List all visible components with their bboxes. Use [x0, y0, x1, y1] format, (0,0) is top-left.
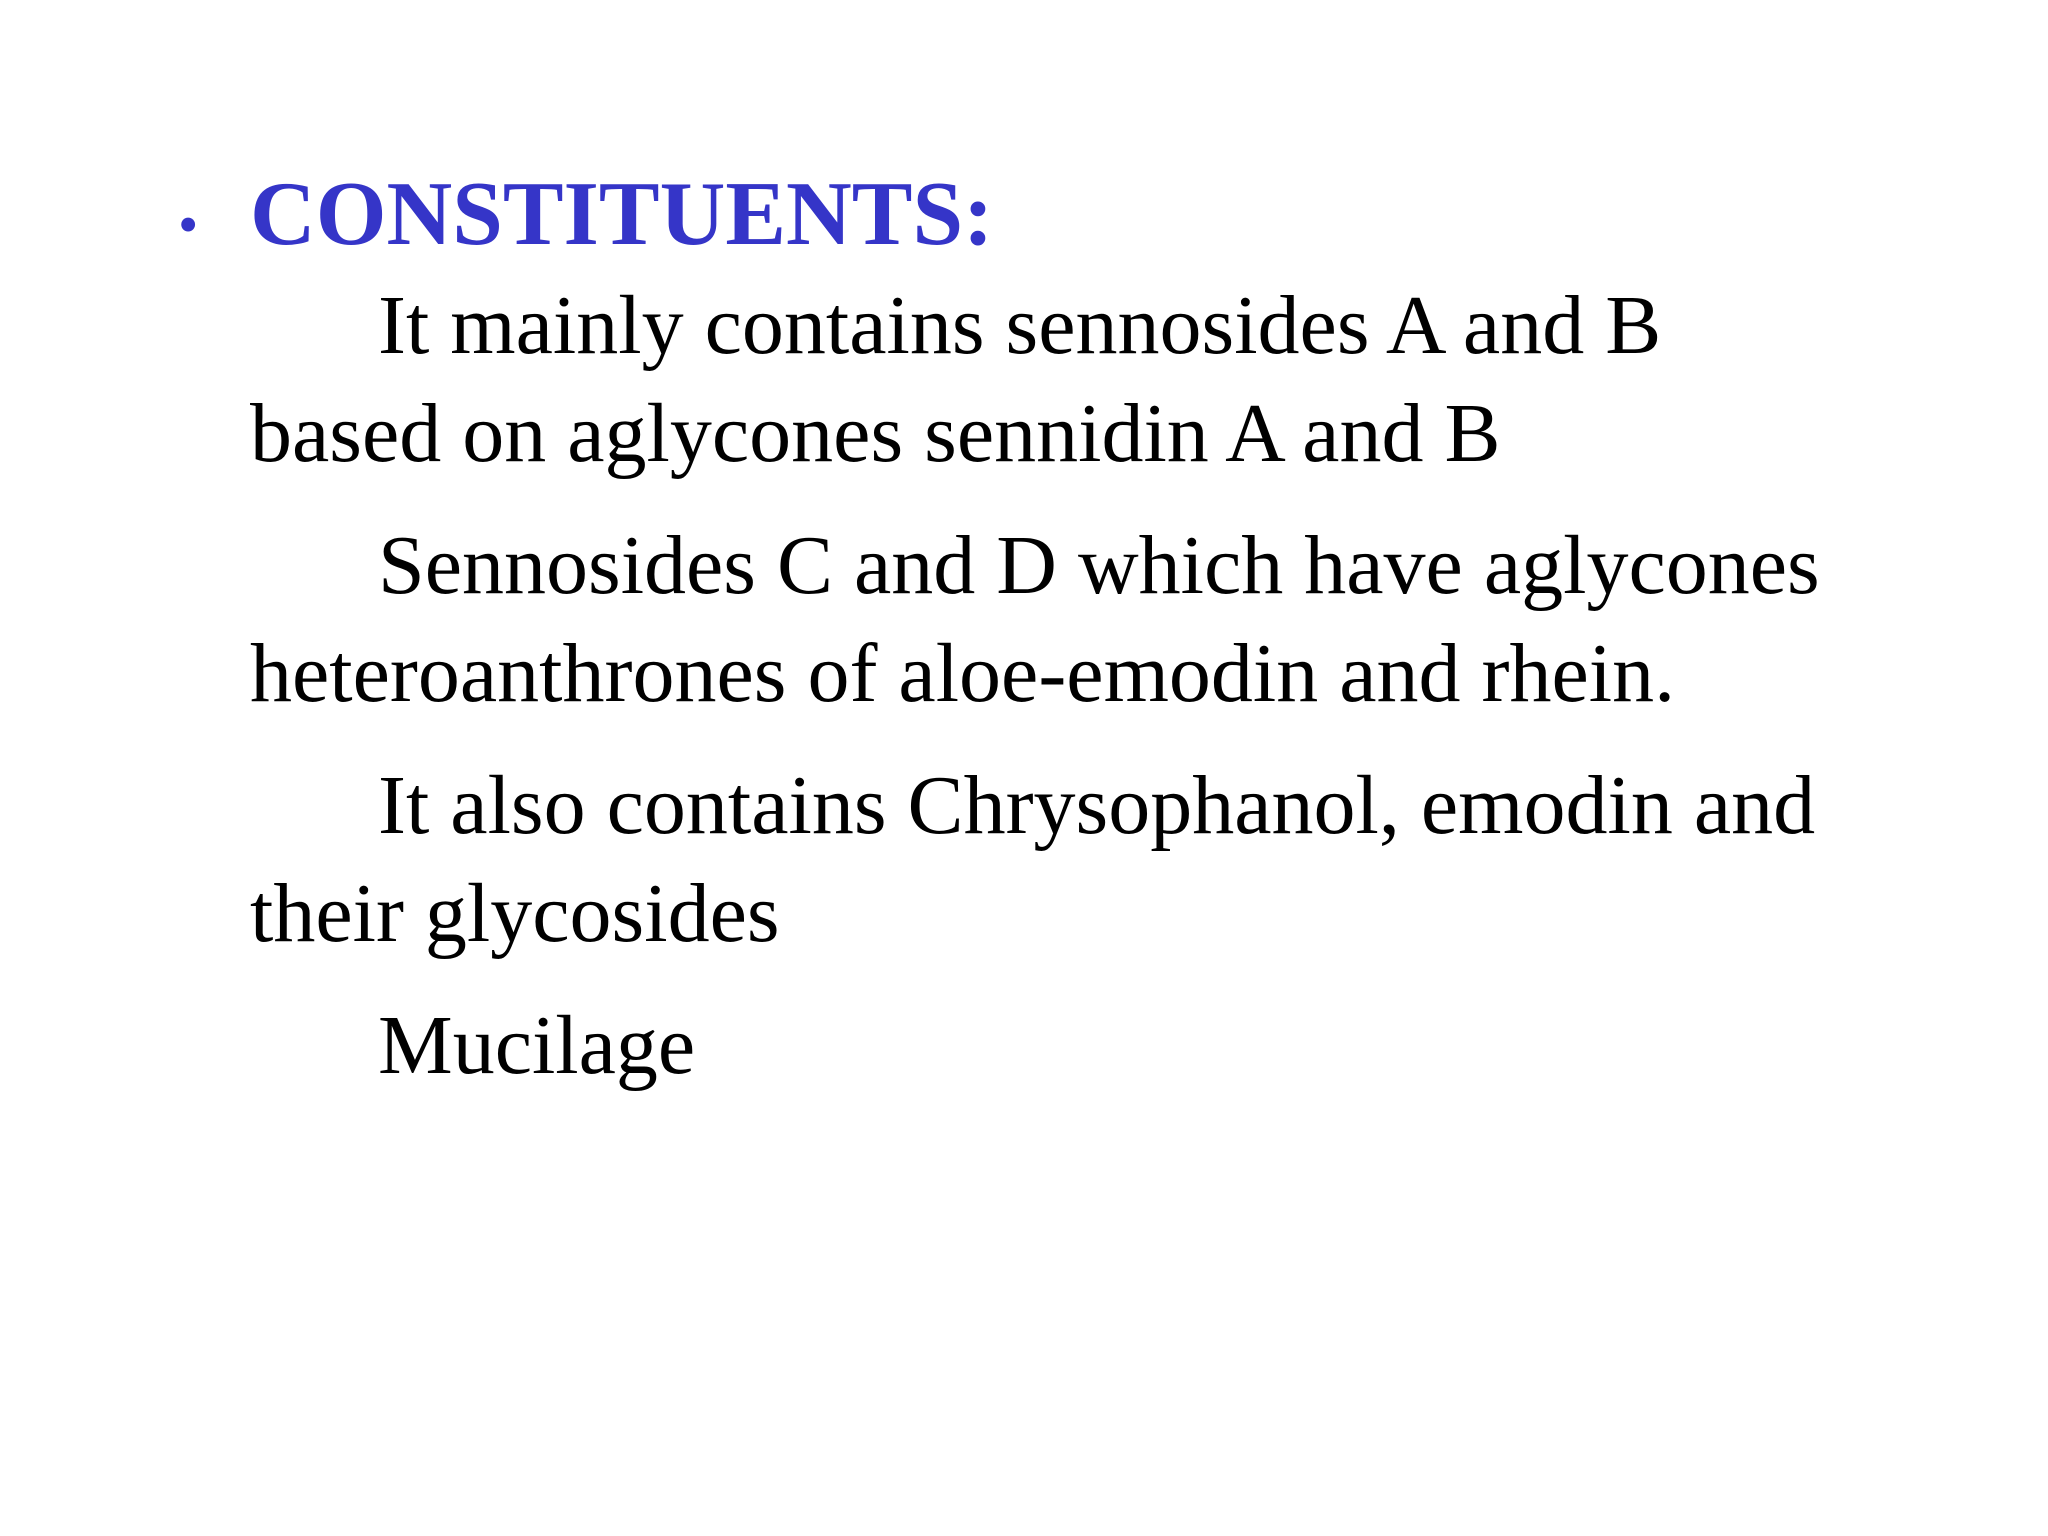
paragraph-mucilage: Mucilage [378, 999, 696, 1092]
bullet-icon: • [178, 192, 199, 257]
heading-line [178, 163, 1868, 272]
bullet-list-item [178, 163, 1868, 1100]
paragraph-sennosides-ab: It mainly contains sennosides A and B based on aglycones sennidin A and B [250, 279, 1662, 480]
body-text [250, 272, 1868, 1100]
paragraph-chrysophanol: It also contains Chrysophanol, emodin and their glycosides [250, 759, 1816, 960]
slide-heading: CONSTITUENTS: [250, 163, 994, 264]
paragraph-sennosides-cd: Sennosides C and D which have aglycones heteroanthrones of aloe-emodin and rhein. [250, 519, 1820, 720]
